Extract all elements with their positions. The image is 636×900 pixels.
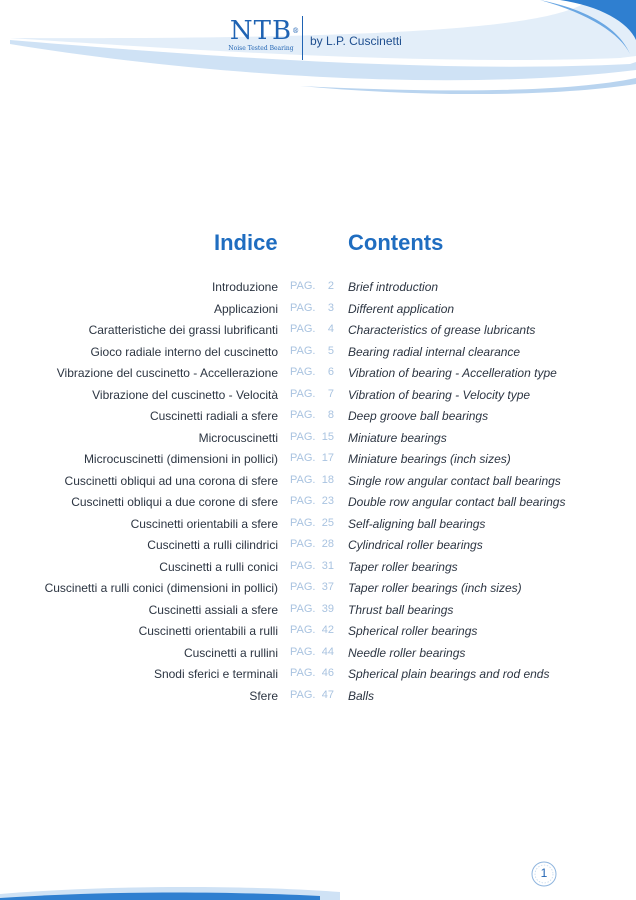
ntb-logo [226, 16, 301, 52]
toc-row [0, 300, 636, 322]
toc-row [0, 407, 636, 429]
toc-english-title: Deep groove ball bearings [348, 409, 489, 423]
toc-page-label: PAG. [290, 495, 316, 507]
toc-row [0, 536, 636, 558]
toc-english-title: Different application [348, 301, 455, 316]
toc-italian-title: Cuscinetti a rullini [183, 645, 278, 660]
toc-page-label: PAG. [290, 667, 316, 679]
toc-page-number: 28 [321, 538, 334, 550]
toc-row [0, 601, 636, 623]
toc-row [0, 665, 636, 687]
toc-italian-title: Caratteristiche dei grassi lubrificanti [88, 323, 278, 337]
toc-italian-title: Cuscinetti orientabili a sfere [130, 516, 278, 531]
logo-tagline: Noise Tested Bearing [228, 45, 294, 52]
toc-page-number: 5 [327, 344, 334, 357]
toc-page-label: PAG. [290, 688, 316, 701]
toc-row [0, 558, 636, 580]
toc-row [0, 450, 636, 472]
toc-page-label: PAG. [290, 624, 316, 636]
toc-italian-title: Sfere [249, 688, 278, 703]
toc-english-title: Characteristics of grease lubricants [348, 323, 536, 337]
toc-italian-title: Cuscinetti obliqui a due corone di sfere [71, 495, 278, 509]
toc-page-label: PAG. [290, 387, 316, 400]
toc-row [0, 579, 636, 601]
toc-page-number: 17 [321, 452, 334, 464]
toc-row [0, 644, 636, 666]
toc-italian-title: Cuscinetti a rulli cilindrici [147, 538, 278, 552]
toc-page-number: 39 [321, 602, 334, 615]
toc-italian-title: Microcuscinetti [198, 430, 278, 445]
toc-english-title: Spherical roller bearings [348, 624, 478, 638]
toc-italian-title: Microcuscinetti (dimensioni in pollici) [83, 452, 278, 466]
toc-italian-title: Introduzione [211, 280, 278, 294]
toc-italian-title: Applicazioni [213, 301, 278, 316]
toc-english-title: Bearing radial internal clearance [348, 344, 521, 359]
toc-page-number: 3 [327, 301, 334, 314]
toc-row [0, 515, 636, 537]
toc-page-label: PAG. [290, 366, 316, 378]
toc-english-title: Vibration of bearing - Accelleration type [348, 366, 557, 380]
logo-mark [229, 16, 301, 46]
toc-row [0, 386, 636, 408]
toc-page-label: PAG. [290, 323, 316, 335]
table-of-contents [0, 278, 636, 708]
toc-page-number: 46 [321, 667, 334, 679]
toc-italian-title: Cuscinetti orientabili a rulli [138, 624, 278, 638]
toc-page-number: 37 [321, 581, 334, 593]
toc-page-label: PAG. [290, 516, 316, 529]
toc-english-title: Self-aligning ball bearings [348, 516, 486, 531]
toc-row [0, 343, 636, 365]
toc-page-label: PAG. [290, 602, 316, 615]
toc-page-label: PAG. [290, 280, 316, 292]
company-name: by L.P. Cuscinetti [310, 34, 402, 48]
toc-page-number: 47 [321, 688, 334, 701]
toc-italian-title: Cuscinetti assiali a sfere [148, 602, 278, 617]
logo-text: NTB [229, 16, 293, 46]
toc-english-title: Miniature bearings (inch sizes) [348, 452, 511, 466]
toc-english-title: Cylindrical roller bearings [348, 538, 483, 552]
toc-page-label: PAG. [290, 559, 316, 572]
toc-page-label: PAG. [290, 581, 316, 593]
toc-page-number: 15 [321, 430, 334, 443]
toc-italian-title: Cuscinetti obliqui ad una corona di sfere [64, 473, 278, 488]
toc-page-number: 2 [327, 280, 334, 292]
toc-italian-title: Cuscinetti radiali a sfere [149, 409, 278, 423]
toc-english-title: Balls [348, 688, 375, 703]
heading-indice: Indice [214, 230, 278, 255]
toc-page-label: PAG. [290, 473, 316, 486]
toc-italian-title: Snodi sferici e terminali [153, 667, 278, 681]
toc-english-title: Taper roller bearings (inch sizes) [348, 581, 522, 595]
toc-english-title: Double row angular contact ball bearings [348, 495, 566, 509]
logo-divider [302, 16, 303, 60]
toc-row [0, 429, 636, 451]
toc-row [0, 622, 636, 644]
heading-contents: Contents [348, 230, 444, 255]
toc-page-number: 7 [327, 387, 334, 400]
page-number: 1 [540, 866, 548, 880]
toc-page-label: PAG. [290, 538, 316, 550]
toc-page-number: 6 [327, 366, 334, 378]
toc-italian-title: Vibrazione del cuscinetto - Accellerazione [56, 366, 278, 380]
header-swoosh [0, 0, 636, 110]
toc-page-label: PAG. [290, 344, 316, 357]
toc-page-number: 4 [327, 323, 334, 335]
toc-page-label: PAG. [290, 409, 316, 421]
toc-row [0, 472, 636, 494]
toc-row [0, 687, 636, 709]
toc-row [0, 278, 636, 300]
toc-english-title: Needle roller bearings [348, 645, 466, 660]
toc-page-label: PAG. [290, 430, 316, 443]
toc-page-number: 42 [321, 624, 334, 636]
toc-italian-title: Cuscinetti a rulli conici [159, 559, 278, 574]
toc-english-title: Miniature bearings [348, 430, 447, 445]
toc-page-number: 23 [321, 495, 334, 507]
toc-english-title: Single row angular contact ball bearings [348, 473, 561, 488]
toc-italian-title: Vibrazione del cuscinetto - Velocità [92, 387, 278, 402]
toc-page-number: 25 [321, 516, 334, 529]
toc-english-title: Brief introduction [348, 280, 439, 294]
toc-english-title: Taper roller bearings [348, 559, 458, 574]
toc-row [0, 364, 636, 386]
toc-page-label: PAG. [290, 645, 316, 658]
toc-page-number: 18 [321, 473, 334, 486]
toc-english-title: Vibration of bearing - Velocity type [348, 387, 531, 402]
toc-italian-title: Gioco radiale interno del cuscinetto [90, 344, 278, 359]
toc-row [0, 493, 636, 515]
toc-page-number: 31 [321, 559, 334, 572]
toc-page-number: 8 [327, 409, 334, 421]
toc-row [0, 321, 636, 343]
toc-english-title: Thrust ball bearings [348, 602, 454, 617]
toc-page-number: 44 [321, 645, 334, 658]
toc-page-label: PAG. [290, 301, 316, 314]
toc-english-title: Spherical plain bearings and rod ends [348, 667, 550, 681]
toc-page-label: PAG. [290, 452, 316, 464]
registered-mark: ® [292, 27, 301, 35]
toc-italian-title: Cuscinetti a rulli conici (dimensioni in pollici) [44, 581, 278, 595]
